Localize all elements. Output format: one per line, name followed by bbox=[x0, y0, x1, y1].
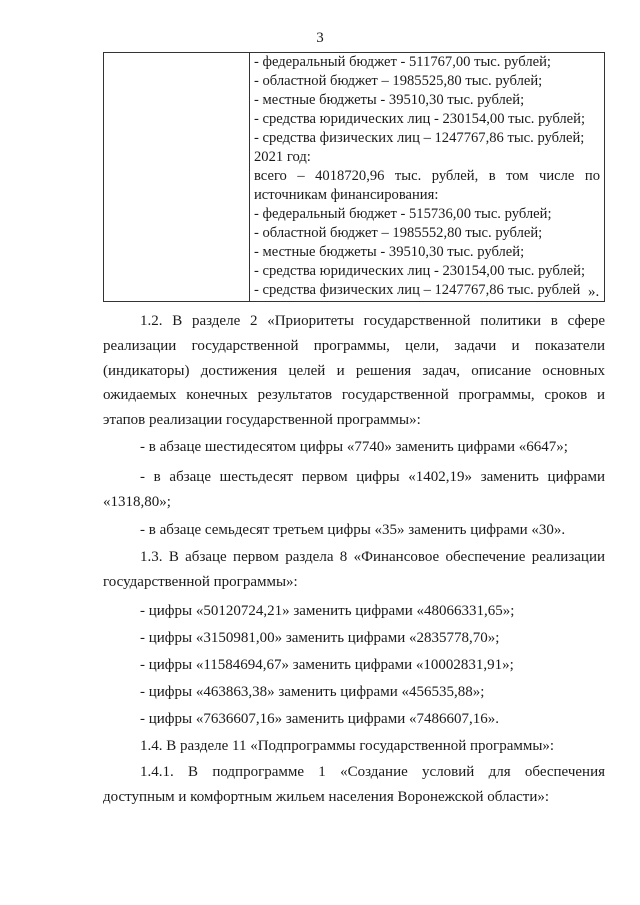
list-item-continuation: «1318,80»; bbox=[103, 494, 171, 510]
table-line: - средства физических лиц – 1247767,86 тыс. рублей; bbox=[254, 130, 585, 146]
list-item: - цифры «3150981,00» заменить цифрами «2835778,70»; bbox=[140, 630, 500, 646]
list-item: - цифры «11584694,67» заменить цифрами «10002831,91»; bbox=[140, 657, 514, 673]
table-cell-empty bbox=[104, 53, 250, 302]
list-item: - в абзаце шестидесятом цифры «7740» заменить цифрами «6647»; bbox=[140, 439, 568, 455]
closing-quote: ». bbox=[588, 284, 600, 300]
table-line: 2021 год: bbox=[254, 149, 311, 165]
paragraph-1-2: 1.2. В разделе 2 «Приоритеты государственной политики в сфере реализации государственной программы, цели, задачи и показатели (индикаторы) достижения целей и решения задач, описание основных ожидаемых конечных результатов государственной программы, сроков и этапов реализации государственной программы»: bbox=[103, 313, 605, 429]
table-line: - федеральный бюджет - 511767,00 тыс. рублей; bbox=[254, 54, 551, 70]
table-line: - средства физических лиц – 1247767,86 тыс. рублей bbox=[254, 282, 581, 298]
list-item: - цифры «7636607,16» заменить цифрами «7486607,16». bbox=[140, 711, 499, 727]
table-line: - федеральный бюджет - 515736,00 тыс. рублей; bbox=[254, 206, 552, 222]
paragraph-1-4: 1.4. В разделе 11 «Подпрограммы государственной программы»: bbox=[140, 738, 555, 754]
list-item: - цифры «50120724,21» заменить цифрами «48066331,65»; bbox=[140, 603, 515, 619]
table-line: источникам финансирования: bbox=[254, 187, 439, 203]
table-line: - средства юридических лиц - 230154,00 тыс. рублей; bbox=[254, 111, 586, 127]
table-row bbox=[104, 53, 605, 302]
paragraph-1-3: 1.3. В абзаце первом раздела 8 «Финансовое обеспечение реализации государственной программы»: bbox=[103, 549, 605, 590]
financing-table bbox=[103, 52, 605, 302]
list-item: - в абзаце шестьдесят первом цифры «1402,19» заменить цифрами bbox=[140, 469, 605, 485]
table-line: - местные бюджеты - 39510,30 тыс. рублей; bbox=[254, 92, 525, 108]
table-line: - местные бюджеты - 39510,30 тыс. рублей; bbox=[254, 244, 525, 260]
list-item: - в абзаце семьдесят третьем цифры «35» заменить цифрами «30». bbox=[140, 522, 566, 538]
table-line: всего – 4018720,96 тыс. рублей, в том числе по bbox=[254, 168, 600, 184]
table-line: - областной бюджет – 1985552,80 тыс. рублей; bbox=[254, 225, 543, 241]
table-cell-financing bbox=[250, 53, 605, 302]
page-number: 3 bbox=[316, 30, 324, 46]
paragraph-1-4-1: 1.4.1. В подпрограмме 1 «Создание условий для обеспечения доступным и комфортным жильем населения Воронежской области»: bbox=[103, 764, 605, 805]
table-line: - областной бюджет – 1985525,80 тыс. рублей; bbox=[254, 73, 543, 89]
table-line: - средства юридических лиц - 230154,00 тыс. рублей; bbox=[254, 263, 586, 279]
list-item: - цифры «463863,38» заменить цифрами «456535,88»; bbox=[140, 684, 485, 700]
